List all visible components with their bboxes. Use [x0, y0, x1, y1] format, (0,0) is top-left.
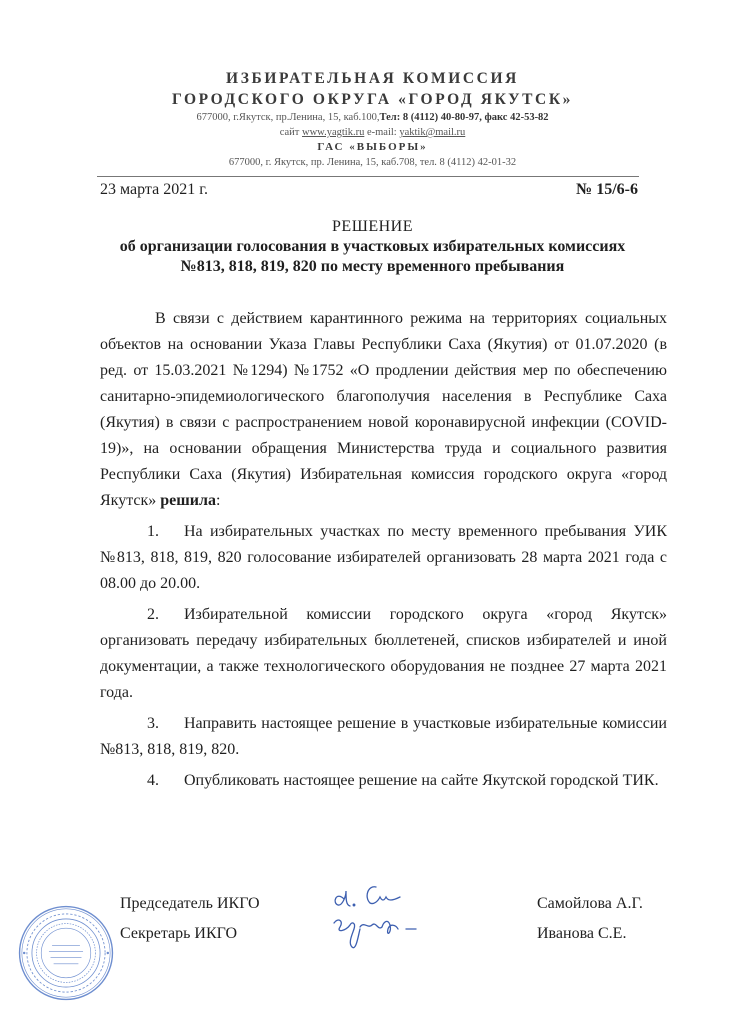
list-item [100, 519, 667, 597]
decided-colon: : [215, 492, 221, 509]
secretary-title: Секретарь ИКГО [120, 925, 238, 942]
contact-line [0, 125, 745, 140]
site-label: сайт [279, 127, 300, 138]
item-number: 2. [147, 606, 159, 623]
item-text: На избирательных участках по месту временного пребывания УИК №813, 818, 819, 820 голосование избирателей организовать 28 марта 2021 года с 08.00 до 20.00. [100, 523, 667, 592]
gas-title: ГАС «ВЫБОРЫ» [317, 141, 428, 153]
subject-line1: об организации голосования в участковых избирательных комиссиях [119, 238, 626, 255]
doc-type: РЕШЕНИЕ [332, 218, 413, 235]
preamble-paragraph [100, 306, 667, 514]
decision-date: 23 марта 2021 г. [100, 181, 208, 198]
item-text: Направить настоящее решение в участковые избирательные комиссии №813, 818, 819, 820. [100, 715, 667, 758]
chair-signature [335, 887, 400, 906]
email-link[interactable]: yaktik@mail.ru [399, 127, 466, 138]
list-item [100, 711, 667, 763]
list-item [100, 602, 667, 706]
phone-fax: Тел: 8 (4112) 40-80-97, факс 42-53-82 [379, 112, 549, 123]
org-name-line1: ИЗБИРАТЕЛЬНАЯ КОМИССИЯ [226, 70, 519, 87]
item-text: Избирательной комиссии городского округа «город Якутск» организовать передачу избирательных бюллетеней, списков избирателей и иной документации, а также технологического оборудования не позднее 27 марта 2021 года. [100, 606, 667, 701]
secretary-signature [334, 920, 416, 948]
handwritten-signatures [330, 877, 440, 957]
org-address [0, 110, 745, 125]
gas-address: 677000, г. Якутск, пр. Ленина, 15, каб.708, тел. 8 (4112) 42-01-32 [228, 157, 517, 168]
header-divider [97, 176, 639, 177]
secretary-name: Иванова С.Е. [537, 925, 627, 942]
decision-number: № 15/6-6 [576, 181, 638, 198]
chair-name: Самойлова А.Г. [537, 895, 643, 912]
item-number: 3. [147, 715, 159, 732]
letterhead [0, 68, 745, 170]
official-stamp [18, 905, 114, 1001]
address-text: 677000, г.Якутск, пр.Ленина, 15, каб.100, [196, 112, 380, 123]
date-number-line [100, 180, 638, 200]
document-title [60, 217, 685, 277]
list-item [100, 768, 667, 794]
decided-word: решила [160, 492, 216, 509]
document-body [100, 306, 667, 794]
org-name-line2: ГОРОДСКОГО ОКРУГА «ГОРОД ЯКУТСК» [171, 91, 574, 108]
preamble-text: В связи с действием карантинного режима на территориях социальных объектов на основании Указа Главы Республики Саха (Якутия) от 01.07.2020 (в ред. от 15.03.2021 №1294) №1752 «О продлении действия мер по обеспечению санитарно-эпидемиологического благополучия населения в Республике Саха (Якутия) в связи с распространением новой коронавирусной инфекции (COVID-19)», на основании обращения Министерства труда и социального развития Республики Саха (Якутия) Избирательная комиссия городского округа «город Якутск» [100, 310, 667, 509]
site-link[interactable]: www.yagtik.ru [302, 127, 365, 138]
subject-line2: №813, 818, 819, 820 по месту временного пребывания [180, 258, 565, 275]
item-number: 4. [147, 772, 159, 789]
chair-title: Председатель ИКГО [120, 895, 260, 912]
email-label: e-mail: [366, 127, 397, 138]
item-text: Опубликовать настоящее решение на сайте Якутской городской ТИК. [184, 772, 659, 789]
item-number: 1. [147, 523, 159, 540]
